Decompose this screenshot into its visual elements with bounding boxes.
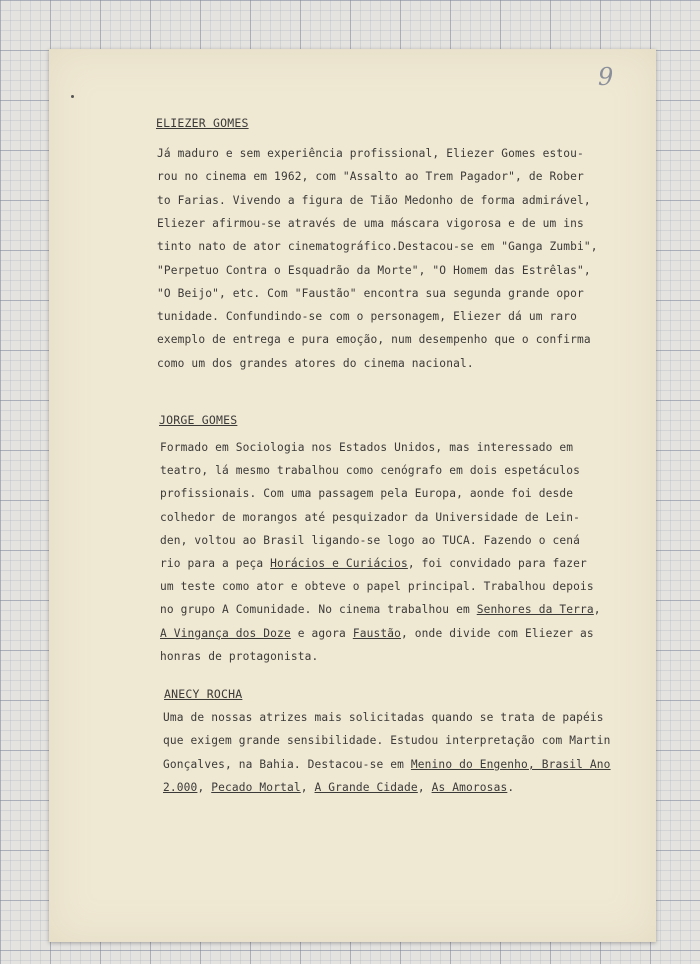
text-line (157, 357, 474, 370)
text-segment: Já maduro e sem experiência profissional, Eliezer Gomes estou- (157, 147, 584, 160)
underlined-title: Pecado Mortal (211, 781, 301, 795)
text-line (160, 603, 601, 616)
text-segment: Uma de nossas atrizes mais solicitadas quando se trata de papéis (163, 711, 604, 724)
text-segment: profissionais. Com uma passagem pela Europa, aonde foi desde (160, 487, 574, 501)
text-line (157, 194, 591, 207)
text-segment: "O Beijo", etc. Com "Faustão" encontra sua segunda grande opor (157, 286, 584, 300)
text-line (163, 711, 604, 724)
section-heading: ANECY ROCHA (164, 687, 243, 701)
text-segment: , (197, 781, 212, 795)
text-segment: , (593, 603, 601, 617)
text-segment: . (507, 781, 515, 795)
text-segment: Eliezer afirmou-se através de uma máscara vigorosa e de um ins (157, 216, 584, 230)
underlined-title: Faustão (352, 626, 402, 640)
text-segment: , (417, 781, 432, 795)
text-line (163, 758, 611, 771)
text-segment: , foi convidado para fazer (407, 557, 587, 570)
underlined-title: As Amorosas (431, 781, 508, 795)
text-segment: e agora (290, 626, 353, 640)
text-line (160, 650, 318, 663)
text-segment: exemplo de entrega e pura emoção, num desempenho que o confirma (157, 333, 591, 347)
underlined-title: Menino do Engenho, Brasil Ano (410, 757, 611, 771)
text-line (157, 333, 591, 346)
text-line (160, 487, 573, 500)
section-heading: JORGE GOMES (159, 413, 238, 427)
text-segment: "Perpetuo Contra o Esquadrão da Morte", "O Homem das Estrêlas", (157, 263, 591, 277)
text-segment: rou no cinema em 1962, com "Assalto ao Trem Pagador", de Rober (157, 170, 584, 184)
text-line (160, 557, 587, 570)
underlined-title: 2.000 (163, 781, 198, 795)
text-line (157, 147, 584, 160)
text-line (157, 240, 598, 253)
text-line (157, 217, 584, 230)
text-segment: como um dos grandes atores do cinema nacional. (157, 356, 474, 370)
text-segment: tunidade. Confundindo-se com o personagem, Eliezer dá um raro (157, 310, 578, 324)
text-line (160, 511, 580, 524)
text-segment: honras de protagonista. (160, 649, 319, 663)
section-heading: ELIEZER GOMES (156, 116, 249, 130)
text-segment: rio para a peça (160, 557, 271, 570)
text-segment: no grupo A Comunidade. No cinema trabalhou em (160, 603, 477, 617)
text-line (160, 464, 580, 477)
page-number: 9 (598, 63, 614, 91)
text-line (160, 580, 594, 593)
text-segment: to Farias. Vivendo a figura de Tião Medonho de forma admirável, (157, 193, 591, 207)
text-line (163, 734, 611, 747)
text-line (157, 310, 577, 323)
text-line (157, 170, 584, 183)
text-line (160, 627, 594, 640)
underlined-title: A Grande Cidade (314, 781, 418, 795)
text-segment: tinto nato de ator cinematográfico.Destacou-se em "Ganga Zumbi", (157, 240, 598, 254)
text-segment: , onde divide com Eliezer as (401, 626, 594, 640)
text-line (163, 781, 514, 794)
text-line (160, 441, 573, 454)
text-segment: , (300, 781, 315, 795)
text-segment: Gonçalves, na Bahia. Destacou-se em (163, 757, 411, 771)
underlined-title: A Vingança dos Doze (160, 626, 291, 640)
text-segment: den, voltou ao Brasil ligando-se logo ao TUCA. Fazendo o cená (160, 533, 581, 547)
text-segment: colhedor de morangos até pesquizador da Universidade de Lein- (160, 510, 581, 524)
underlined-title: Senhores da Terra (476, 603, 594, 617)
text-line (157, 264, 591, 277)
text-line (157, 287, 584, 300)
text-segment: um teste como ator e obteve o papel principal. Trabalhou depois (160, 580, 594, 594)
text-line (160, 534, 580, 547)
typewritten-page (49, 49, 656, 942)
text-segment: Formado em Sociologia nos Estados Unidos, mas interessado em (160, 441, 574, 454)
text-segment: teatro, lá mesmo trabalhou como cenógrafo em dois espetáculos (160, 464, 581, 478)
text-segment: que exigem grande sensibilidade. Estudou interpretação com Martin (163, 734, 611, 748)
margin-dot (71, 95, 74, 98)
underlined-title: Horácios e Curiácios (270, 557, 408, 570)
